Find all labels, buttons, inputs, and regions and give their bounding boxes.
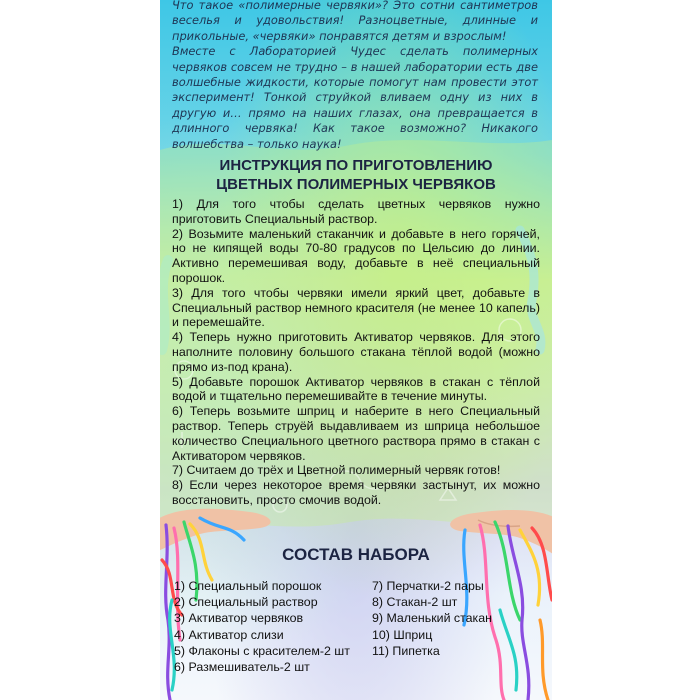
kit-title: СОСТАВ НАБОРА: [282, 545, 430, 564]
kit-list-right: [372, 578, 542, 659]
product-insert-card: [160, 0, 552, 700]
kit-item: 3) Активатор червяков: [174, 611, 304, 626]
instruction-step: 5) Добавьте порошок Активатор червяков в стакан с тёплой водой и тщательно перемешивайте в течение минуты.: [172, 374, 540, 404]
intro-paragraph: Вместе с Лабораторией Чудес сделать полимерных червяков совсем не трудно – в нашей лаборатории есть две волшебные жидкости, которые помогут нам провести этот эксперимент! Тонкой струйкой вливаем одну из них в другую и… прямо на наших глазах, она превращается в длинного червяка! Как такое возможно? Никакого волшебства – только наука!: [172, 44, 538, 151]
instruction-step: 4) Теперь нужно приготовить Активатор червяков. Для этого наполните половину большого стакана тёплой водой (можно прямо из-под крана).: [172, 330, 540, 374]
kit-item: 8) Стакан-2 шт: [372, 595, 458, 610]
instructions-title-line: ИНСТРУКЦИЯ ПО ПРИГОТОВЛЕНИЮ: [219, 157, 493, 174]
instruction-step: 2) Возьмите маленький стаканчик и добавьте в него горячей, но не кипящей воды 70-80 градусов по Цельсию до линии. Активно перемешивая воду, добавьте в неё специальный порошок.: [172, 226, 540, 285]
instruction-step: 3) Для того чтобы червяки имели яркий цвет, добавьте в Специальный раствор немного красителя (не менее 10 капель) и перемешайте.: [172, 285, 540, 330]
kit-item: 6) Размешиватель-2 шт: [174, 660, 310, 675]
kit-item: 9) Маленький стакан: [372, 611, 492, 626]
instruction-step: 6) Теперь возьмите шприц и наберите в него Специальный раствор. Теперь струёй выдавливаем из шприца небольшое количество Специального цветного раствора прямо в стакан с Активатором червяков.: [172, 404, 540, 463]
intro-paragraph: Что такое «полимерные червяки»? Это сотни сантиметров веселья и удовольствия! Разноцветные, длинные и прикольные, «червяки» понравятся детям и взрослым!: [172, 0, 538, 43]
instruction-step: 8) Если через некоторое время червяки застынут, их можно восстановить, просто смочив водой.: [172, 478, 540, 507]
instructions-title-line: ЦВЕТНЫХ ПОЛИМЕРНЫХ ЧЕРВЯКОВ: [216, 176, 496, 193]
kit-item: 2) Специальный раствор: [174, 595, 318, 610]
intro-text: [172, 0, 538, 152]
instructions-title: [160, 156, 552, 194]
instruction-step: 7) Считаем до трёх и Цветной полимерный червяк готов!: [172, 463, 501, 478]
kit-list-left: [174, 578, 374, 675]
kit-item: 5) Флаконы с красителем-2 шт: [174, 643, 350, 658]
kit-item: 4) Активатор слизи: [174, 627, 284, 642]
kit-item: 1) Специальный порошок: [174, 579, 322, 593]
kit-item: 7) Перчатки-2 пары: [372, 579, 484, 593]
instruction-step: 1) Для того чтобы сделать цветных червяков нужно приготовить Специальный раствор.: [172, 197, 540, 226]
instruction-steps: [172, 197, 540, 508]
kit-item: 10) Шприц: [372, 627, 433, 642]
kit-item: 11) Пипетка: [372, 643, 440, 658]
